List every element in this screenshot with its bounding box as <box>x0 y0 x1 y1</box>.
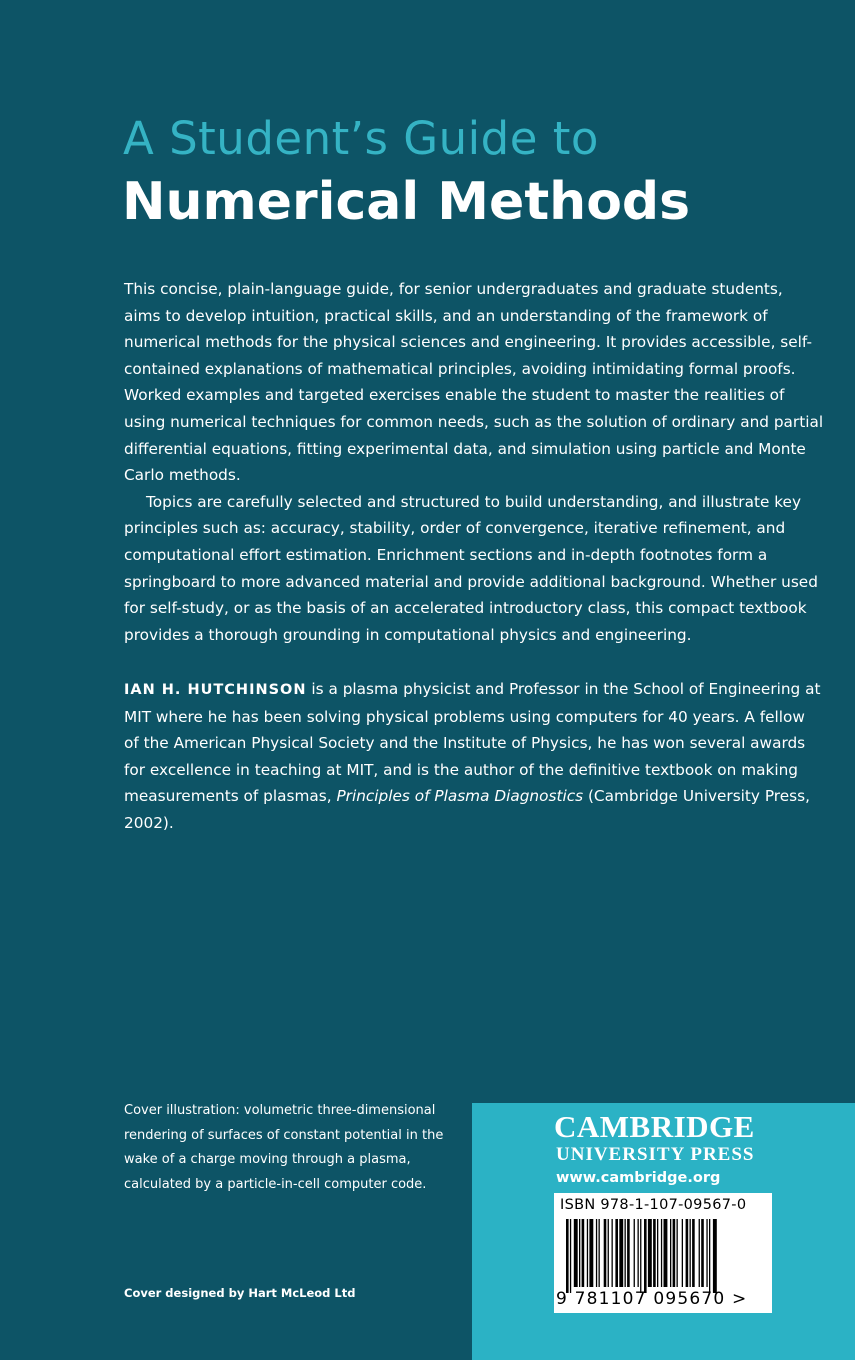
barcode-bar <box>713 1219 717 1293</box>
barcode-bar <box>587 1219 588 1287</box>
barcode-bar <box>615 1219 618 1287</box>
barcode-bar <box>648 1219 652 1287</box>
author-bio-text: is a plasma physicist and Professor in the School of Engineering at MIT where he has been solving physical problems using computers for 40 years. A fellow of the American Physical Society and the Institute of Physics, he has won several awards for excellence in teaching at MIT, and is the author of the definitive textbook on making measurements of plasmas, <box>124 680 821 806</box>
author-bio <box>124 676 824 837</box>
publisher-name: CAMBRIDGE <box>554 1109 755 1144</box>
barcode-bar <box>686 1219 689 1287</box>
blurb-paragraph-1: This concise, plain-language guide, for senior undergraduates and graduate students, aims to develop intuition, practical skills, and an understanding of the framework of numerical methods for the physical sciences and engineering. It provides accessible, self-contained explanations of mathematical principles, avoiding intimidating formal proofs. Worked examples and targeted exercises enable the student to master the realities of using numerical techniques for common needs, such as the solution of ordinary and partial differential equations, fitting experimental data, and simulation using particle and Monte Carlo methods. <box>124 280 824 485</box>
cover-illustration-note: Cover illustration: volumetric three-dimensional rendering of surfaces of constant potential in the wake of a charge moving through a plasma, calculated by a particle-in-cell computer code. <box>124 1103 444 1192</box>
barcode-bar <box>690 1219 691 1287</box>
title-line1: A Student’s Guide to <box>123 112 599 165</box>
page-title: Numerical Methods <box>122 172 691 232</box>
barcode-bar <box>589 1219 593 1287</box>
publisher-subname: UNIVERSITY PRESS <box>556 1144 755 1165</box>
barcode-bar <box>627 1219 630 1287</box>
barcode-bar <box>682 1219 683 1287</box>
barcode-bar <box>640 1219 641 1293</box>
barcode-bar <box>644 1219 647 1293</box>
author-bio-end: (Cambridge University Press, 2002). <box>124 787 810 832</box>
blurb-paragraph-2: Topics are carefully selected and structured to build understanding, and illustrate key principles such as: accuracy, stability, order of convergence, iterative refinement, and computational effort estimation. Enrichment sections and in-depth footnotes form a springboard to more advanced material and provide additional background. Whether used for self-study, or as the basis of an accelerated introductory class, this compact textbook provides a thorough grounding in computational physics and engineering. <box>124 492 818 644</box>
barcode-bar <box>670 1219 671 1287</box>
cover-credit: Cover designed by Hart McLeod Ltd <box>124 1286 356 1300</box>
barcode-bar <box>677 1219 678 1287</box>
barcode-bar <box>574 1219 578 1287</box>
barcode-bar <box>699 1219 700 1287</box>
barcode-bar <box>625 1219 626 1287</box>
barcode-bar <box>661 1219 662 1287</box>
barcode-bar <box>579 1219 580 1287</box>
barcode-bar <box>701 1219 704 1287</box>
publisher-panel <box>472 1103 855 1360</box>
barcode-bar <box>664 1219 668 1287</box>
barcode-bar <box>570 1219 571 1293</box>
barcode-bar <box>692 1219 695 1287</box>
isbn-label: ISBN 978-1-107-09567-0 <box>560 1197 747 1213</box>
barcode-bar <box>599 1219 600 1287</box>
barcode-bar <box>619 1219 623 1287</box>
barcode-bar <box>638 1219 639 1287</box>
barcode-bar <box>608 1219 609 1287</box>
publisher-url: www.cambridge.org <box>556 1170 721 1186</box>
isbn-digits: 9 781107 095670 > <box>556 1289 748 1309</box>
barcode-bar <box>673 1219 676 1287</box>
barcode-bar <box>706 1219 707 1287</box>
barcode-bar <box>566 1219 569 1293</box>
barcode-bar <box>709 1219 710 1293</box>
barcode-bar <box>634 1219 635 1287</box>
barcode-bar <box>596 1219 597 1287</box>
author-book-title: Principles of Plasma Diagnostics <box>336 787 584 806</box>
barcode-bar <box>653 1219 656 1287</box>
barcode-bar <box>612 1219 613 1287</box>
barcode-bar <box>582 1219 585 1287</box>
barcode-bar <box>604 1219 607 1287</box>
blurb <box>124 276 824 648</box>
isbn-barcode-box <box>554 1193 772 1313</box>
author-paragraph <box>124 676 824 837</box>
author-name: IAN H. HUTCHINSON <box>124 682 307 698</box>
barcode-bar <box>657 1219 658 1287</box>
